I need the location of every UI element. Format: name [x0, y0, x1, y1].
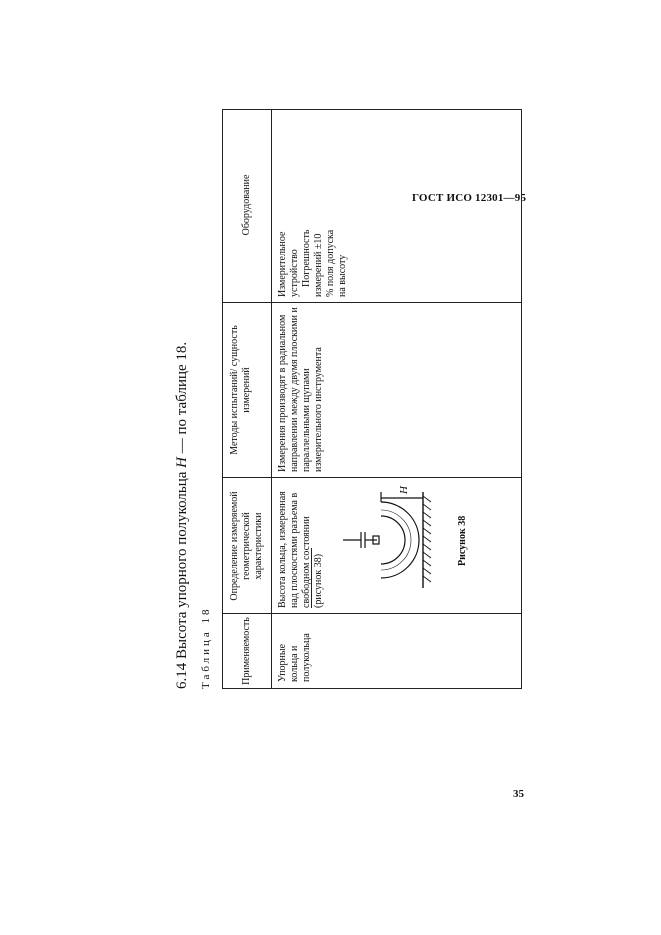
cell-method: Измерения производят в радиальном направлении между двумя плоскими и параллельными щупами измерительного инструмента [277, 307, 324, 472]
cell-applicability: Упорные кольца и полукольца [277, 633, 312, 682]
figure-38-drawing [327, 482, 447, 602]
rotated-content [174, 109, 527, 689]
table-18 [222, 109, 522, 689]
section-title [174, 342, 191, 689]
section-title-prefix: 6.14 Высота упорного полукольца [174, 467, 190, 689]
standard-header: ГОСТ ИСО 12301—95 [412, 192, 527, 204]
column-divider [223, 477, 521, 478]
equipment-device: Измерительное устройство [277, 231, 300, 297]
section-title-suffix: — по таблице 18. [174, 341, 190, 457]
header-method: Методы испытаний/ сущность измерений [229, 325, 252, 455]
page-number: 35 [513, 788, 524, 800]
figure-caption: Рисунок 38 [457, 515, 468, 566]
ring-inner-arc [381, 516, 405, 564]
header-equipment: Оборудование [241, 174, 252, 236]
table-caption: Таблица 18 [200, 606, 212, 689]
header-divider [271, 110, 272, 688]
header-definition: Определение измеряемой геометрической характеристики [229, 491, 264, 601]
footnote-line [311, 548, 312, 608]
equipment-accuracy: Погрешность измерений ±10 % поля допуска на высоту [301, 229, 348, 297]
column-divider [223, 302, 521, 303]
dimension-label: H [398, 486, 410, 494]
cell-equipment [277, 227, 349, 297]
hatching [423, 496, 431, 582]
section-title-symbol: H [174, 456, 190, 468]
header-applicability: Применяемость [241, 617, 252, 685]
ring-mid-arc [381, 510, 411, 570]
ring-outer-arc [381, 502, 419, 578]
column-divider [223, 613, 521, 614]
cell-definition: Высота кольца, измеренная над плоскостями разъема в свободном состоянии (рисунок 38) [277, 491, 324, 608]
